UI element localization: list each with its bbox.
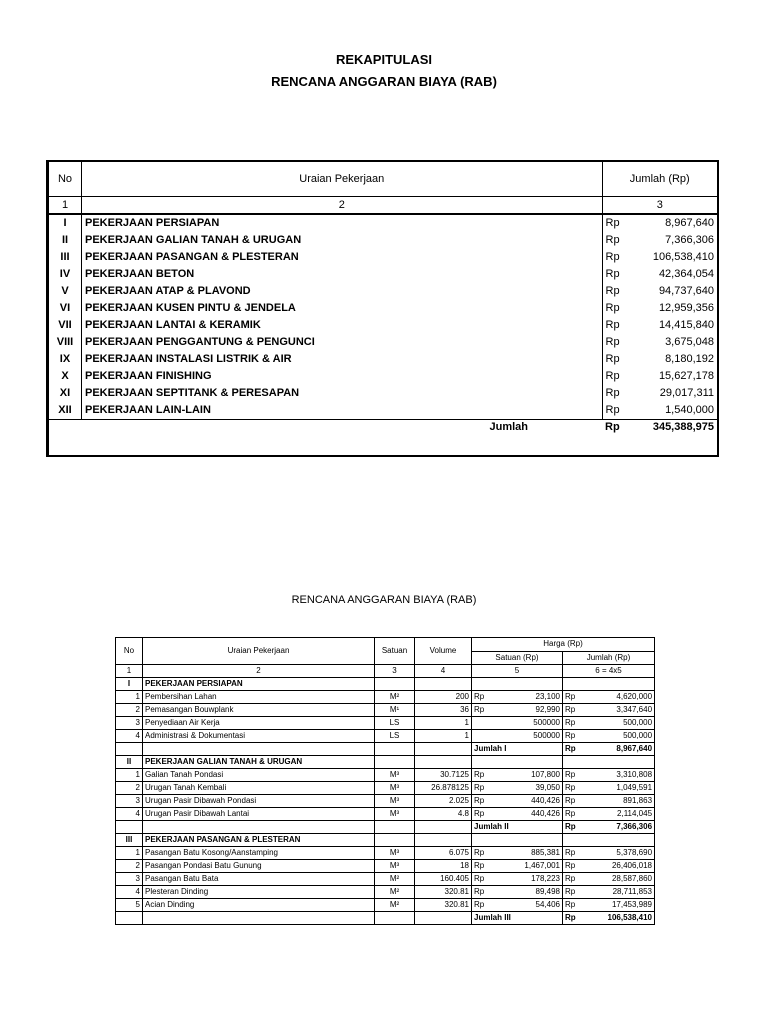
detail-colnum-6: 6 = 4x5 (563, 665, 655, 678)
summary-row-name: PEKERJAAN PASANGAN & PLESTERAN (82, 249, 603, 266)
detail-item-currency: Rp (563, 691, 581, 704)
detail-item-currency: Rp (563, 860, 581, 873)
detail-empty-cell (116, 821, 143, 834)
detail-item-currency: Rp (563, 795, 581, 808)
summary-row (48, 368, 719, 385)
detail-section-row (116, 756, 655, 769)
detail-item-price: 107,800 (490, 769, 563, 782)
detail-item-name: Pasangan Pondasi Batu Gunung (143, 860, 375, 873)
detail-item-currency: Rp (472, 886, 490, 899)
detail-item-price: 178,223 (490, 873, 563, 886)
detail-item-volume: 200 (415, 691, 472, 704)
summary-row-currency: Rp (605, 268, 620, 280)
summary-colnum-1: 1 (48, 197, 82, 215)
detail-item-unit: M³ (375, 847, 415, 860)
summary-row (48, 232, 719, 249)
summary-header-uraian: Uraian Pekerjaan (82, 161, 603, 197)
detail-section-name: PEKERJAAN GALIAN TANAH & URUGAN (143, 756, 375, 769)
summary-row (48, 249, 719, 266)
detail-empty-cell (415, 834, 472, 847)
detail-item-no: 3 (116, 717, 143, 730)
detail-empty-cell (415, 821, 472, 834)
summary-row-currency: Rp (605, 370, 620, 382)
detail-item-total: 3,310,808 (581, 769, 655, 782)
detail-item-row (116, 782, 655, 795)
detail-subtotal-currency: Rp (563, 821, 581, 834)
summary-row-no: VIII (48, 334, 82, 351)
detail-item-name: Penyediaan Air Kerja (143, 717, 375, 730)
detail-subtotal-label: Jumlah II (472, 821, 563, 834)
detail-item-currency: Rp (472, 808, 490, 821)
detail-item-row (116, 769, 655, 782)
detail-item-total: 891,863 (581, 795, 655, 808)
detail-item-total: 500,000 (581, 730, 655, 743)
detail-empty-cell (375, 743, 415, 756)
detail-item-currency: Rp (472, 691, 490, 704)
detail-item-no: 2 (116, 860, 143, 873)
detail-item-total: 28,711,853 (581, 886, 655, 899)
detail-empty-cell (472, 834, 490, 847)
detail-item-row (116, 886, 655, 899)
summary-row-no: I (48, 214, 82, 232)
summary-row-name: PEKERJAAN PENGGANTUNG & PENGUNCI (82, 334, 603, 351)
summary-row-currency: Rp (605, 336, 620, 348)
summary-row-amount: 7,366,306 (665, 234, 714, 246)
detail-item-volume: 18 (415, 860, 472, 873)
detail-item-no: 1 (116, 847, 143, 860)
detail-header-volume: Volume (415, 638, 472, 665)
detail-empty-cell (490, 834, 563, 847)
detail-item-unit: M² (375, 886, 415, 899)
page-subtitle: RENCANA ANGGARAN BIAYA (RAB) (271, 74, 497, 89)
summary-row-no: X (48, 368, 82, 385)
detail-item-currency: Rp (472, 873, 490, 886)
detail-subtotal-currency: Rp (563, 743, 581, 756)
detail-item-currency: Rp (563, 704, 581, 717)
summary-row-currency: Rp (605, 251, 620, 263)
detail-item-name: Urugan Pasir Dibawah Pondasi (143, 795, 375, 808)
detail-item-currency: Rp (563, 730, 581, 743)
detail-item-unit: LS (375, 730, 415, 743)
detail-item-no: 1 (116, 691, 143, 704)
detail-item-name: Urugan Pasir Dibawah Lantai (143, 808, 375, 821)
detail-item-currency: Rp (563, 873, 581, 886)
summary-row-amount: 15,627,178 (658, 370, 714, 382)
detail-empty-cell (490, 756, 563, 769)
detail-item-no: 1 (116, 769, 143, 782)
detail-item-unit: M² (375, 691, 415, 704)
summary-row-currency: Rp (605, 353, 620, 365)
detail-item-price: 54,406 (490, 899, 563, 912)
detail-item-row (116, 899, 655, 912)
summary-row-amount: 14,415,840 (658, 319, 714, 331)
detail-item-currency: Rp (472, 860, 490, 873)
summary-colnum-2: 2 (82, 197, 603, 215)
detail-empty-cell (143, 821, 375, 834)
detail-header-satuan-rp: Satuan (Rp) (472, 651, 563, 665)
detail-item-currency: Rp (472, 847, 490, 860)
detail-item-volume: 320.81 (415, 899, 472, 912)
summary-header-no: No (48, 161, 82, 197)
detail-empty-cell (116, 912, 143, 925)
detail-item-price: 92,990 (490, 704, 563, 717)
detail-item-row (116, 860, 655, 873)
detail-subtotal-currency: Rp (563, 912, 581, 925)
summary-row-no: XI (48, 385, 82, 402)
summary-row-no: IX (48, 351, 82, 368)
detail-section-no: III (116, 834, 143, 847)
detail-empty-cell (415, 678, 472, 691)
detail-item-total: 26,406,018 (581, 860, 655, 873)
detail-item-name: Pembersihan Lahan (143, 691, 375, 704)
detail-empty-cell (415, 912, 472, 925)
detail-item-row (116, 808, 655, 821)
detail-item-total: 3,347,640 (581, 704, 655, 717)
detail-item-unit: M³ (375, 782, 415, 795)
summary-row-no: II (48, 232, 82, 249)
summary-row-name: PEKERJAAN BETON (82, 266, 603, 283)
summary-row-name: PEKERJAAN SEPTITANK & PERESAPAN (82, 385, 603, 402)
detail-subtotal-label: Jumlah III (472, 912, 563, 925)
summary-row (48, 385, 719, 402)
detail-header-jumlah-rp: Jumlah (Rp) (563, 651, 655, 665)
summary-row (48, 351, 719, 368)
summary-row-name: PEKERJAAN INSTALASI LISTRIK & AIR (82, 351, 603, 368)
summary-row (48, 334, 719, 351)
detail-section-row (116, 678, 655, 691)
summary-row-currency: Rp (605, 217, 620, 229)
detail-item-currency: Rp (472, 782, 490, 795)
detail-item-name: Urugan Tanah Kembali (143, 782, 375, 795)
detail-item-row (116, 873, 655, 886)
detail-item-unit: M¹ (375, 704, 415, 717)
summary-row-amount: 8,180,192 (665, 353, 714, 365)
detail-item-unit: M³ (375, 860, 415, 873)
detail-item-unit: M³ (375, 808, 415, 821)
detail-item-volume: 1 (415, 730, 472, 743)
detail-empty-cell (563, 834, 581, 847)
detail-item-no: 4 (116, 730, 143, 743)
detail-colnum-2: 2 (143, 665, 375, 678)
detail-header-harga: Harga (Rp) (472, 638, 655, 652)
detail-item-row (116, 704, 655, 717)
summary-rows (48, 214, 719, 420)
detail-item-unit: M³ (375, 769, 415, 782)
detail-item-price: 500000 (490, 730, 563, 743)
detail-item-name: Pemasangan Bouwplank (143, 704, 375, 717)
detail-header-satuan: Satuan (375, 638, 415, 665)
detail-item-row (116, 730, 655, 743)
summary-total-label: Jumlah (48, 420, 603, 457)
detail-item-volume: 36 (415, 704, 472, 717)
summary-row (48, 214, 719, 232)
detail-item-unit: M³ (375, 795, 415, 808)
detail-item-price: 89,498 (490, 886, 563, 899)
summary-row-amount: 94,737,640 (658, 285, 714, 297)
summary-row-currency: Rp (605, 404, 620, 416)
summary-row-amount: 1,540,000 (665, 404, 714, 416)
detail-item-currency: Rp (563, 782, 581, 795)
detail-item-price: 500000 (490, 717, 563, 730)
summary-row-no: IV (48, 266, 82, 283)
detail-empty-cell (143, 912, 375, 925)
detail-empty-cell (581, 834, 655, 847)
summary-row (48, 266, 719, 283)
detail-item-price: 440,426 (490, 795, 563, 808)
detail-empty-cell (490, 678, 563, 691)
summary-row-currency: Rp (605, 285, 620, 297)
detail-item-total: 4,620,000 (581, 691, 655, 704)
detail-item-currency: Rp (563, 886, 581, 899)
summary-row-currency: Rp (605, 302, 620, 314)
detail-item-row (116, 691, 655, 704)
summary-row-name: PEKERJAAN KUSEN PINTU & JENDELA (82, 300, 603, 317)
summary-row-no: XII (48, 402, 82, 420)
detail-colnum-3: 3 (375, 665, 415, 678)
detail-empty-cell (581, 678, 655, 691)
summary-row-no: III (48, 249, 82, 266)
detail-subtotal-amount: 7,366,306 (581, 821, 655, 834)
detail-subtotal-label: Jumlah I (472, 743, 563, 756)
detail-item-currency: Rp (472, 704, 490, 717)
detail-item-currency: Rp (472, 769, 490, 782)
detail-item-no: 3 (116, 873, 143, 886)
detail-header-uraian: Uraian Pekerjaan (143, 638, 375, 665)
summary-row-name: PEKERJAAN LANTAI & KERAMIK (82, 317, 603, 334)
detail-item-no: 2 (116, 704, 143, 717)
summary-row-no: V (48, 283, 82, 300)
detail-item-volume: 4.8 (415, 808, 472, 821)
detail-empty-cell (375, 756, 415, 769)
detail-item-volume: 26.878125 (415, 782, 472, 795)
detail-item-name: Acian Dinding (143, 899, 375, 912)
detail-item-total: 28,587,860 (581, 873, 655, 886)
detail-item-price: 440,426 (490, 808, 563, 821)
page-title: REKAPITULASI (335, 52, 433, 67)
detail-item-row (116, 847, 655, 860)
detail-empty-cell (375, 678, 415, 691)
detail-subtotal-amount: 8,967,640 (581, 743, 655, 756)
detail-section-name: PEKERJAAN PASANGAN & PLESTERAN (143, 834, 375, 847)
summary-row-currency: Rp (605, 319, 620, 331)
summary-total-currency: Rp (602, 420, 638, 457)
detail-item-no: 3 (116, 795, 143, 808)
detail-item-currency: Rp (472, 899, 490, 912)
detail-item-currency (472, 730, 490, 743)
detail-colnum-1: 1 (116, 665, 143, 678)
summary-row-currency: Rp (605, 234, 620, 246)
detail-section-no: II (116, 756, 143, 769)
detail-empty-cell (581, 756, 655, 769)
summary-row-no: VII (48, 317, 82, 334)
summary-row-amount: 8,967,640 (665, 217, 714, 229)
summary-row-no: VI (48, 300, 82, 317)
summary-total-amount: 345,388,975 (638, 420, 718, 457)
summary-row-amount: 3,675,048 (665, 336, 714, 348)
detail-section-row (116, 834, 655, 847)
detail-item-price: 39,050 (490, 782, 563, 795)
summary-row-amount: 29,017,311 (659, 387, 714, 399)
detail-rows (116, 678, 655, 925)
summary-row (48, 402, 719, 420)
detail-item-name: Administrasi & Dokumentasi (143, 730, 375, 743)
detail-item-unit: LS (375, 717, 415, 730)
detail-item-volume: 320.81 (415, 886, 472, 899)
summary-row-name: PEKERJAAN GALIAN TANAH & URUGAN (82, 232, 603, 249)
detail-empty-cell (143, 743, 375, 756)
detail-item-name: Pasangan Batu Kosong/Aanstamping (143, 847, 375, 860)
summary-row-currency: Rp (605, 387, 620, 399)
detail-subtotal-amount: 106,538,410 (581, 912, 655, 925)
detail-empty-cell (472, 756, 490, 769)
summary-row (48, 300, 719, 317)
detail-title: RENCANA ANGGARAN BIAYA (RAB) (291, 594, 477, 606)
summary-row-name: PEKERJAAN PERSIAPAN (82, 214, 603, 232)
detail-item-volume: 30.7125 (415, 769, 472, 782)
summary-row-name: PEKERJAAN ATAP & PLAVOND (82, 283, 603, 300)
detail-empty-cell (563, 678, 581, 691)
detail-subtotal-row (116, 743, 655, 756)
detail-item-price: 1,467,001 (490, 860, 563, 873)
detail-colnum-4: 4 (415, 665, 472, 678)
detail-item-unit: M² (375, 899, 415, 912)
detail-empty-cell (116, 743, 143, 756)
detail-item-row (116, 717, 655, 730)
detail-empty-cell (563, 756, 581, 769)
summary-row-amount: 12,959,356 (658, 302, 714, 314)
detail-item-name: Galian Tanah Pondasi (143, 769, 375, 782)
detail-empty-cell (375, 821, 415, 834)
detail-colnum-5: 5 (472, 665, 563, 678)
summary-colnum-3: 3 (602, 197, 718, 215)
summary-row-amount: 106,538,410 (652, 251, 714, 263)
detail-item-no: 2 (116, 782, 143, 795)
detail-item-unit: M² (375, 873, 415, 886)
detail-item-name: Pasangan Batu Bata (143, 873, 375, 886)
detail-empty-cell (472, 678, 490, 691)
detail-item-no: 4 (116, 808, 143, 821)
detail-item-volume: 1 (415, 717, 472, 730)
summary-row (48, 283, 719, 300)
detail-item-volume: 6.075 (415, 847, 472, 860)
summary-header-jumlah: Jumlah (Rp) (602, 161, 718, 197)
detail-empty-cell (415, 756, 472, 769)
detail-subtotal-row (116, 912, 655, 925)
detail-empty-cell (415, 743, 472, 756)
detail-item-total: 17,453,989 (581, 899, 655, 912)
detail-item-total: 5,378,690 (581, 847, 655, 860)
detail-subtotal-row (116, 821, 655, 834)
summary-row-name: PEKERJAAN LAIN-LAIN (82, 402, 603, 420)
detail-item-total: 2,114,045 (581, 808, 655, 821)
detail-item-currency: Rp (472, 795, 490, 808)
detail-section-no: I (116, 678, 143, 691)
detail-item-volume: 2.025 (415, 795, 472, 808)
detail-item-total: 500,000 (581, 717, 655, 730)
detail-item-currency: Rp (563, 717, 581, 730)
detail-item-no: 4 (116, 886, 143, 899)
detail-item-no: 5 (116, 899, 143, 912)
detail-item-currency: Rp (563, 769, 581, 782)
detail-item-name: Plesteran Dinding (143, 886, 375, 899)
detail-item-currency: Rp (563, 808, 581, 821)
detail-item-total: 1,049,591 (581, 782, 655, 795)
detail-item-volume: 160.405 (415, 873, 472, 886)
detail-item-currency: Rp (563, 847, 581, 860)
detail-section-name: PEKERJAAN PERSIAPAN (143, 678, 375, 691)
detail-empty-cell (375, 912, 415, 925)
summary-row (48, 317, 719, 334)
detail-header-no: No (116, 638, 143, 665)
summary-table (46, 160, 719, 457)
detail-item-price: 23,100 (490, 691, 563, 704)
detail-item-currency: Rp (563, 899, 581, 912)
detail-item-row (116, 795, 655, 808)
detail-item-currency (472, 717, 490, 730)
detail-item-price: 885,381 (490, 847, 563, 860)
detail-table (115, 637, 655, 925)
summary-row-amount: 42,364,054 (658, 268, 714, 280)
detail-empty-cell (375, 834, 415, 847)
summary-row-name: PEKERJAAN FINISHING (82, 368, 603, 385)
